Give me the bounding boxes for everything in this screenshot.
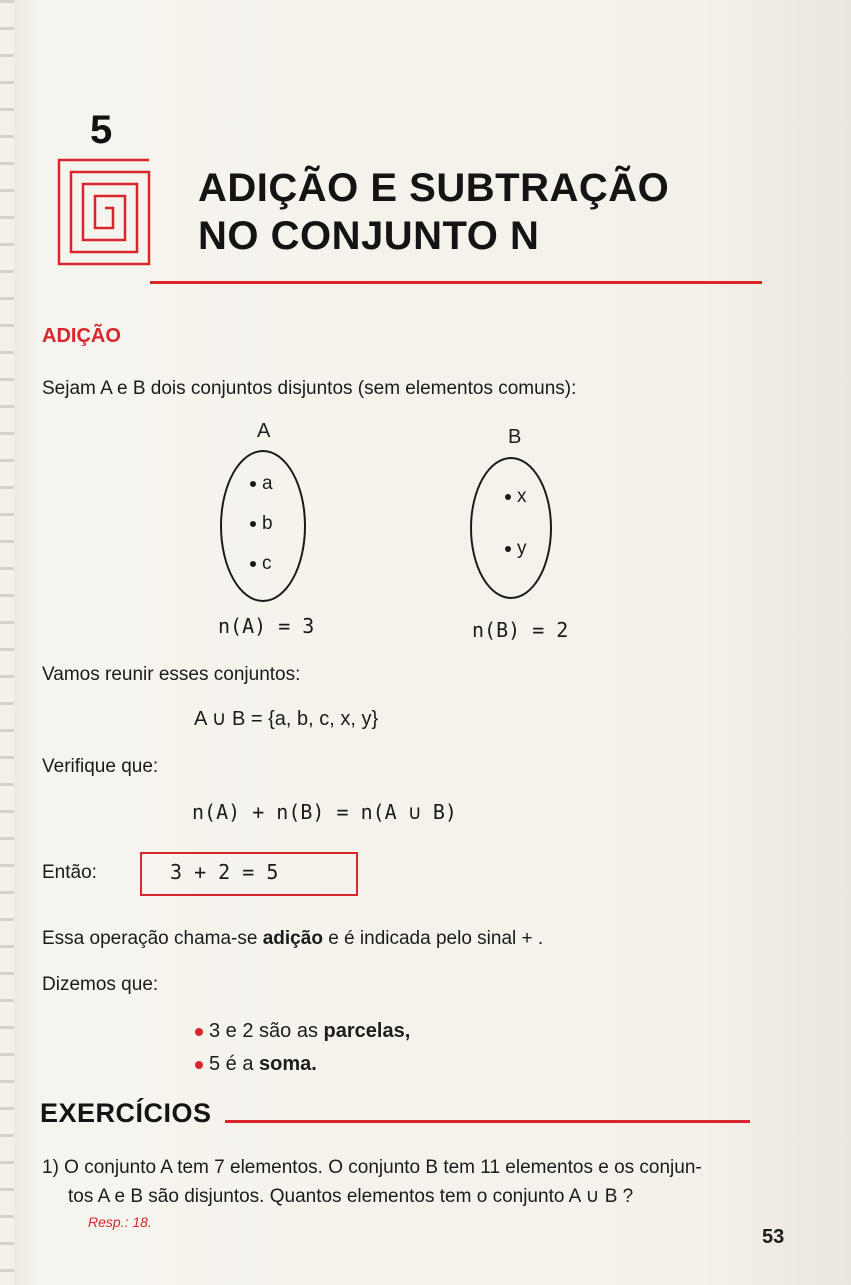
exercise-1-line1: 1) O conjunto A tem 7 elementos. O conjunto B tem 11 elementos e os conjun- — [42, 1157, 702, 1178]
verify-expression: n(A) + n(B) = n(A ∪ B) — [192, 800, 457, 824]
chapter-title-line1: ADIÇÃO E SUBTRAÇÃO — [198, 166, 670, 210]
set-b-element: y — [505, 538, 527, 560]
union-intro: Vamos reunir esses conjuntos: — [42, 664, 301, 685]
exercises-heading: EXERCÍCIOS — [40, 1098, 212, 1128]
set-a-label: A — [257, 420, 271, 442]
title-divider — [150, 281, 762, 284]
operation-text: Essa operação chama-se adição e é indicada pelo sinal + . — [42, 928, 544, 949]
set-b-label: B — [508, 426, 522, 448]
set-b-cardinality: n(B) = 2 — [472, 618, 569, 642]
verify-intro: Verifique que: — [42, 756, 159, 777]
operation-keyword: adição — [262, 928, 323, 949]
section-heading: ADIÇÃO — [42, 325, 121, 347]
exercises-divider — [225, 1120, 750, 1123]
bullet-dot — [250, 481, 256, 487]
exercise-1-line2: tos A e B são disjuntos. Quantos elementos tem o conjunto A ∪ B ? — [68, 1186, 634, 1207]
chapter-title — [198, 164, 669, 260]
bullet-dot — [250, 521, 256, 527]
spiral-square-icon — [55, 156, 151, 268]
set-b-element: x — [505, 486, 527, 508]
page-number: 53 — [762, 1226, 785, 1248]
bullet-dot — [195, 1028, 203, 1036]
union-expression: A ∪ B = {a, b, c, x, y} — [194, 708, 379, 730]
bullet-dot — [505, 494, 511, 500]
result-equation: 3 + 2 = 5 — [170, 860, 279, 884]
result-label: Então: — [42, 862, 97, 883]
bullet-dot — [195, 1061, 203, 1069]
set-a-element: c — [250, 553, 272, 575]
set-b-diagram — [470, 457, 552, 599]
say-intro: Dizemos que: — [42, 974, 159, 995]
bullet-dot — [250, 561, 256, 567]
set-a-element: b — [250, 513, 273, 535]
bullet-parcelas: 3 e 2 são as parcelas, — [195, 1020, 410, 1043]
chapter-number: 5 — [90, 108, 113, 152]
set-a-element: a — [250, 473, 273, 495]
exercise-1-answer: Resp.: 18. — [88, 1214, 152, 1230]
intro-text: Sejam A e B dois conjuntos disjuntos (sem elementos comuns): — [42, 378, 577, 399]
spiral-binding — [0, 0, 14, 1285]
set-a-cardinality: n(A) = 3 — [218, 614, 315, 638]
bullet-dot — [505, 546, 511, 552]
bullet-soma: 5 é a soma. — [195, 1053, 317, 1076]
chapter-title-line2: NO CONJUNTO N — [198, 214, 540, 258]
